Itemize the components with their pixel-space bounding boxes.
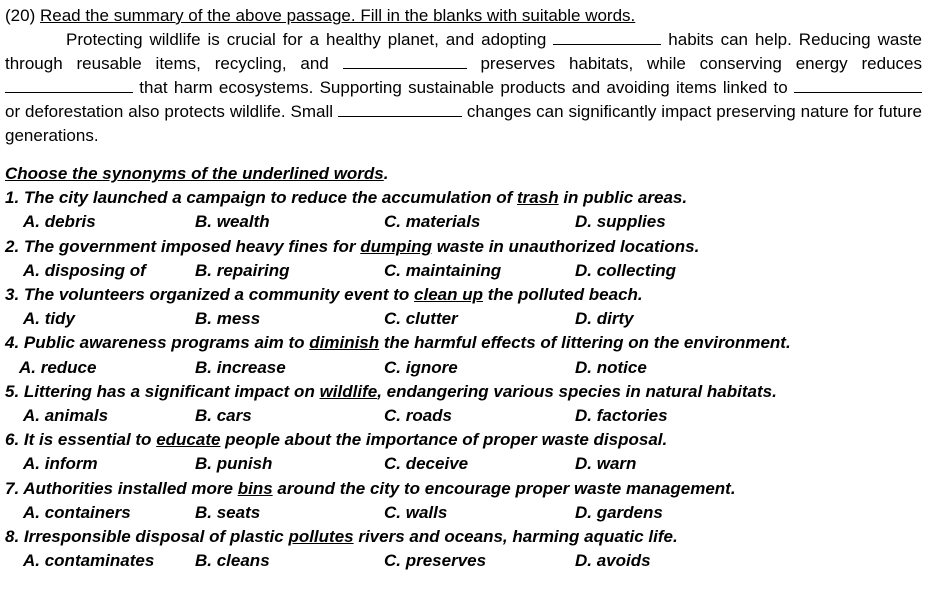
underlined-word: diminish	[309, 333, 380, 353]
question-4-options	[5, 356, 935, 380]
blank-5[interactable]	[338, 102, 462, 117]
underlined-word: educate	[156, 430, 221, 450]
summary-text-4: that harm ecosystems. Supporting sustainable products and avoiding items linked to	[139, 78, 788, 97]
option-b[interactable]: B. punish	[195, 454, 273, 474]
question-7-options	[5, 501, 935, 525]
option-a[interactable]: A. reduce	[19, 357, 97, 377]
summary-instruction: Read the summary of the above passage. Fill in the blanks with suitable words.	[39, 6, 636, 25]
blank-2[interactable]	[343, 54, 467, 69]
option-d[interactable]: D. factories	[575, 405, 668, 425]
summary-heading	[5, 4, 922, 28]
question-5-options	[5, 404, 935, 428]
question-3: 3. The volunteers organized a community event to clean up the polluted beach.	[5, 284, 643, 304]
option-d[interactable]: D. avoids	[575, 551, 651, 571]
question-8-options	[5, 549, 935, 573]
question-8: 8. Irresponsible disposal of plastic pollutes rivers and oceans, harming aquatic life.	[5, 526, 678, 546]
question-1-options	[5, 210, 935, 234]
option-c[interactable]: C. roads	[384, 405, 453, 425]
synonyms-section	[5, 162, 935, 573]
summary-text-6: changes can significantly impact preserving nature for future generations.	[5, 102, 923, 145]
option-a[interactable]: A. animals	[23, 405, 109, 425]
question-6-options	[5, 452, 935, 476]
option-d[interactable]: D. supplies	[575, 212, 666, 232]
option-d[interactable]: D. dirty	[575, 309, 634, 329]
summary-paragraph	[5, 28, 922, 148]
underlined-word: trash	[517, 188, 559, 208]
underlined-word: bins	[237, 478, 273, 498]
underlined-word: pollutes	[288, 526, 354, 546]
question-3-options	[5, 307, 935, 331]
blank-1[interactable]	[553, 30, 661, 45]
question-2-options	[5, 259, 935, 283]
question-6: 6. It is essential to educate people about the importance of proper waste disposal.	[5, 430, 668, 450]
option-a[interactable]: A. disposing of	[23, 260, 146, 280]
option-c[interactable]: C. clutter	[384, 309, 458, 329]
option-a[interactable]: A. contaminates	[23, 551, 155, 571]
option-b[interactable]: B. mess	[195, 309, 261, 329]
option-d[interactable]: D. gardens	[575, 502, 663, 522]
option-a[interactable]: A. tidy	[23, 309, 75, 329]
summary-text-1: Protecting wildlife is crucial for a healthy planet, and adopting	[66, 30, 547, 49]
option-b[interactable]: B. cleans	[195, 551, 270, 571]
option-b[interactable]: B. seats	[195, 502, 261, 522]
option-a[interactable]: A. containers	[23, 502, 131, 522]
summary-text-2: habits can help. Reducing waste through reusable items, recycling, and	[5, 30, 922, 73]
option-b[interactable]: B. repairing	[195, 260, 290, 280]
blank-4[interactable]	[794, 78, 922, 93]
option-c[interactable]: C. preserves	[384, 551, 487, 571]
summary-text-3: preserves habitats, while conserving energy reduces	[480, 54, 923, 73]
underlined-word: wildlife	[319, 381, 378, 401]
underlined-word: clean up	[414, 284, 484, 304]
option-b[interactable]: B. cars	[195, 405, 252, 425]
underlined-word: dumping	[360, 236, 432, 256]
summary-text-5: or deforestation also protects wildlife. Small	[5, 102, 334, 121]
synonyms-heading: Choose the synonyms of the underlined words.	[5, 164, 389, 183]
question-5: 5. Littering has a significant impact on wildlife, endangering various species in natural habitats.	[5, 381, 777, 401]
option-a[interactable]: A. inform	[23, 454, 98, 474]
blank-3[interactable]	[5, 78, 133, 93]
option-a[interactable]: A. debris	[23, 212, 96, 232]
option-d[interactable]: D. notice	[575, 357, 647, 377]
question-7: 7. Authorities installed more bins around the city to encourage proper waste management.	[5, 478, 736, 498]
option-c[interactable]: C. deceive	[384, 454, 469, 474]
summary-section	[5, 4, 922, 148]
question-1: 1. The city launched a campaign to reduce the accumulation of trash in public areas.	[5, 188, 688, 208]
question-2: 2. The government imposed heavy fines for dumping waste in unauthorized locations.	[5, 236, 700, 256]
option-b[interactable]: B. wealth	[195, 212, 270, 232]
option-c[interactable]: C. materials	[384, 212, 481, 232]
synonyms-title: Choose the synonyms of the underlined words	[5, 164, 384, 183]
question-4: 4. Public awareness programs aim to diminish the harmful effects of littering on the environment.	[5, 333, 791, 353]
option-c[interactable]: C. walls	[384, 502, 448, 522]
option-d[interactable]: D. collecting	[575, 260, 677, 280]
summary-number: (20)	[5, 6, 36, 25]
option-c[interactable]: C. maintaining	[384, 260, 502, 280]
option-c[interactable]: C. ignore	[384, 357, 458, 377]
option-b[interactable]: B. increase	[195, 357, 286, 377]
option-d[interactable]: D. warn	[575, 454, 637, 474]
